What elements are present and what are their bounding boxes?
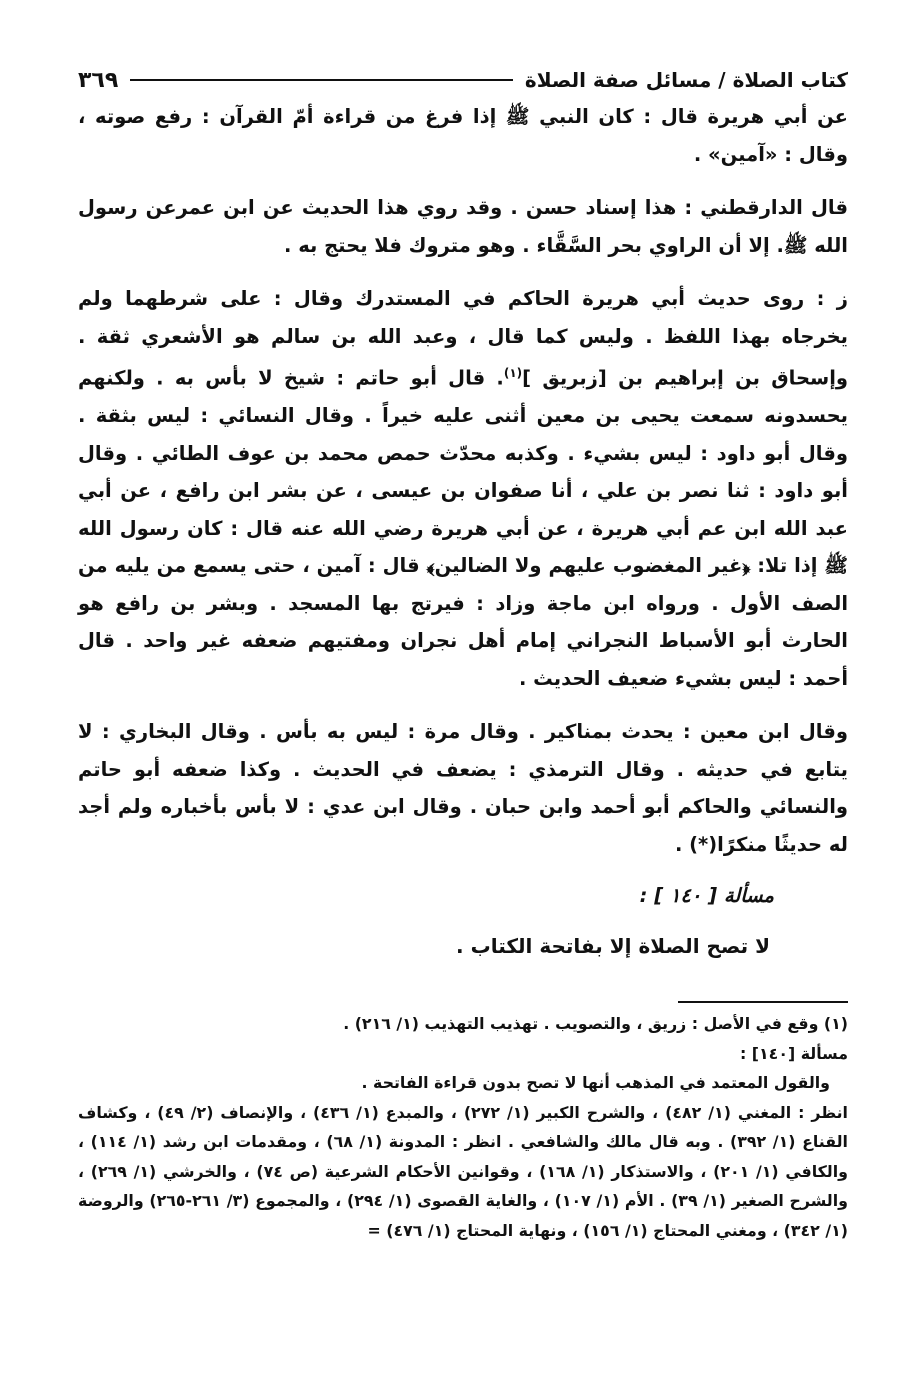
paragraph-daraqutni: قال الدارقطني : هذا إسناد حسن . وقد روي هذا الحديث عن ابن عمرعن رسول الله ﷺ. إلا أن الراوي بحر السَّقَّاء . وهو متروك فلا يحتج به . [78, 196, 848, 257]
paragraph-ibn-maeen: وقال ابن معين : يحدث بمناكير . وقال مرة : ليس به بأس . وقال البخاري : لا يتابع في حديثه . وقال الترمذي : يضعف في الحديث . وكذا ضعفه أبو حاتم والنسائي والحاكم أبو أحمد وابن حبان . وقال ابن عدي : لا بأس بأخباره ولم أجد له حديثًا منكرًا(*) . [78, 720, 848, 856]
footnote-ref-1: (١) [503, 366, 523, 380]
footnotes [78, 1009, 848, 1245]
zawaid-marker: ز : [816, 287, 848, 310]
footnote-separator [678, 1001, 848, 1003]
page-header [78, 62, 848, 98]
masala-heading: مسألة [ ١٤٠ ] : [639, 884, 774, 907]
commentary-part-1: روى حديث أبي هريرة الحاكم في المستدرك وقال : على شرطهما ولم يخرجاه بهذا اللفظ . وليس كما قال ، وعبد الله بن سالم هو الأشعري ثقة . وإسحاق بن إبراهيم بن [زبريق ] [78, 287, 848, 390]
header-rule [130, 79, 513, 81]
book-page [78, 62, 848, 1245]
footnote-references: انظر : المغني (١/ ٤٨٢) ، والشرح الكبير (١/ ٢٧٢) ، والمبدع (١/ ٤٣٦) ، والإنصاف (٢/ ٤٩) ، وكشاف القناع (١/ ٣٩٢) . وبه قال مالك والشافعي . انظر : المدونة (١/ ٦٨) ، ومقدمات ابن رشد (١/ ١١٤) ، والكافي (١/ ٢٠١) ، والاستذكار (١/ ١٦٨) ، وقوانين الأحكام الشرعية (ص ٧٤) ، والخرشي (١/ ٢٦٩) ، والشرح الصغير (١/ ٣٩) . الأم (١/ ١٠٧) ، والغاية القصوى (١/ ٢٩٤) ، والمجموع (٣/ ٢٦١-٢٦٥) والروضة (١/ ٣٤٢) ، ومغني المحتاج (١/ ١٥٦) ، ونهاية المحتاج (١/ ٤٧٦) = [78, 1102, 848, 1240]
footnote-opinion: والقول المعتمد في المذهب أنها لا تصح بدون قراءة الفاتحة . [361, 1073, 830, 1092]
footnote-masala-label: مسألة [١٤٠] : [739, 1043, 848, 1063]
paragraph-hadith: عن أبي هريرة قال : كان النبي ﷺ إذا فرغ من قراءة أمّ القرآن : رفع صوته ، وقال : «آمين» . [78, 105, 848, 166]
masala-statement: لا تصح الصلاة إلا بفاتحة الكتاب . [456, 934, 770, 958]
footnote-1: (١) وقع في الأصل : زريق ، والتصويب . تهذيب التهذيب (١/ ٢١٦) . [343, 1014, 848, 1033]
main-text [78, 98, 848, 863]
commentary-part-2: . قال أبو حاتم : شيخ لا بأس به . ولكنهم يحسدونه سمعت يحيى بن معين أثنى عليه خيراً . وقال النسائي : ليس بثقة . وقال أبو داود : ليس بشيء . وكذبه محدّث حمص محمد بن عوف الطائي . وقال أبو داود : ثنا نصر بن علي ، أنا صفوان بن عيسى ، عن بشر ابن رافع ، عن أبي عبد الله ابن عم أبي هريرة ، عن أبي هريرة رضي الله عنه قال : كان رسول الله ﷺ إذا تلا: ﴿غير المغضوب عليهم ولا الضالين﴾ قال : آمين ، حتى يسمع من يليه من الصف الأول . ورواه ابن ماجة وزاد : فيرتج بها المسجد . وبشر بن رافع هو الحارث أبو الأسباط النجراني إمام أهل نجران ومفتيهم ضعفه غير واحد . قال أحمد : ليس بشيء ضعيف الحديث . [78, 366, 848, 690]
running-title: كتاب الصلاة / مسائل صفة الصلاة [524, 68, 848, 92]
paragraph-commentary [78, 280, 848, 697]
page-number: ٣٦٩ [78, 67, 119, 93]
